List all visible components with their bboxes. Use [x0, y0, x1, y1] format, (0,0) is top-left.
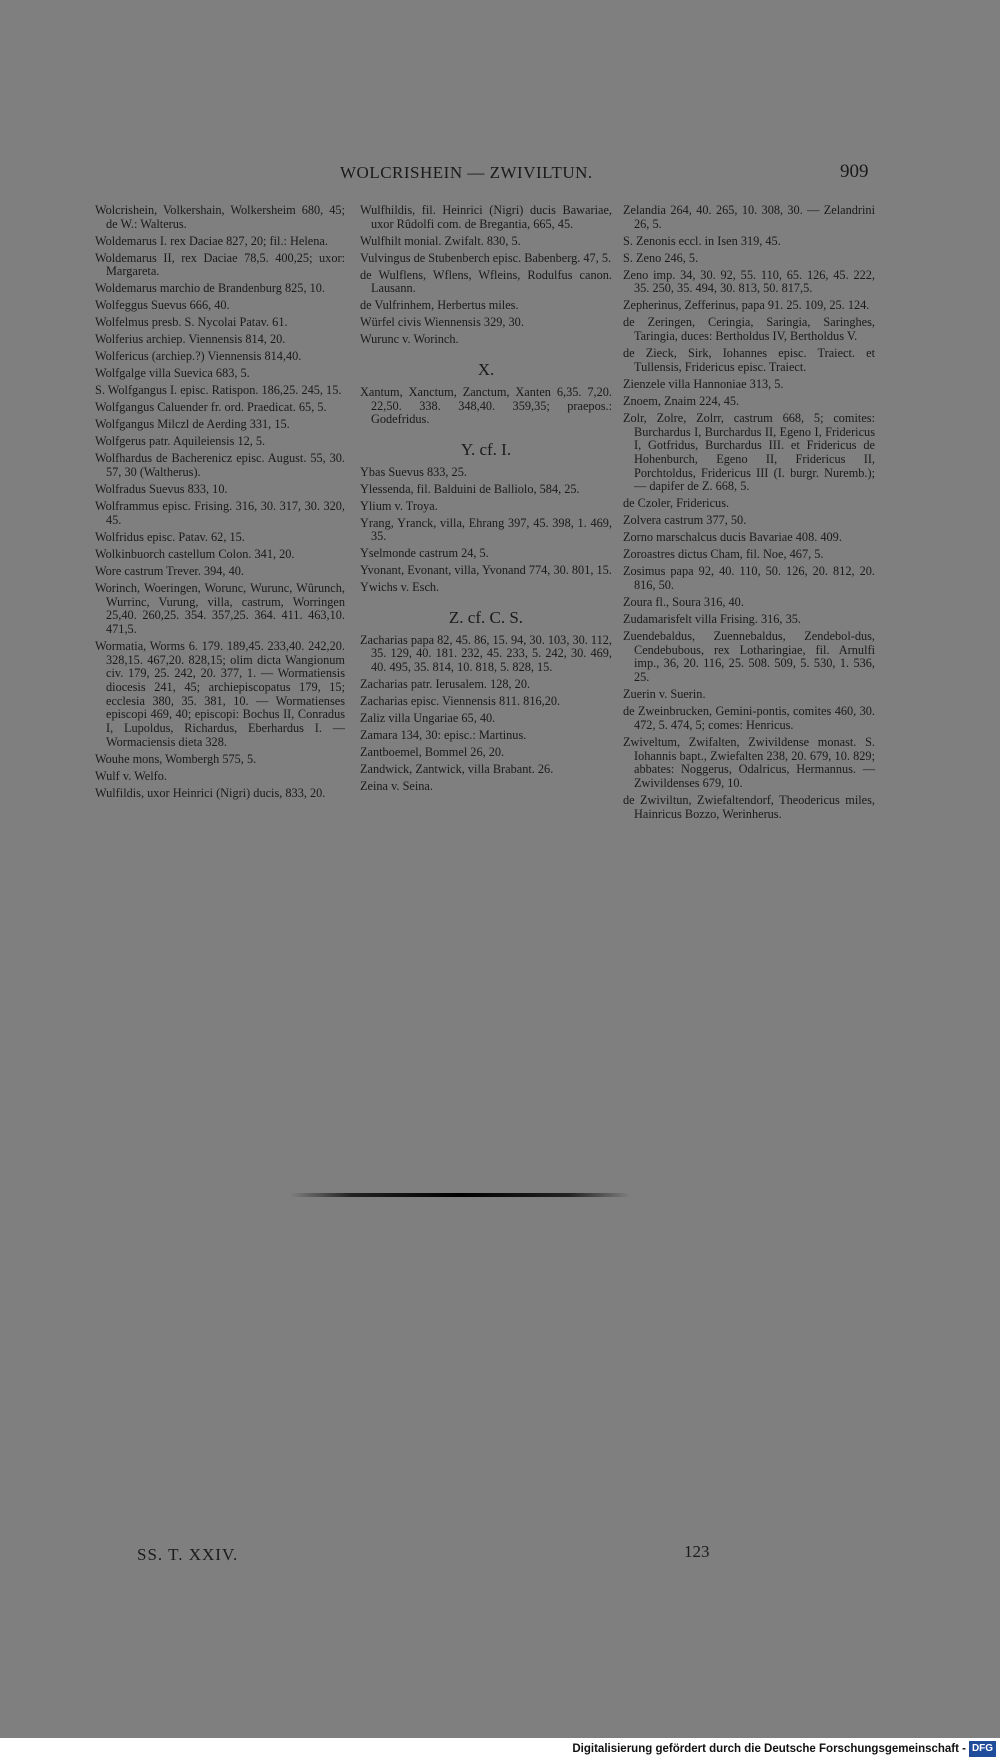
- index-entry: Zantboemel, Bommel 26, 20.: [360, 745, 505, 760]
- index-entry: Ywichs v. Esch.: [360, 580, 440, 595]
- index-entry: Zwiveltum, Zwifalten, Zwivildense monast. S. Iohannis bapt., Zwiefalten 238, 20. 679, 10. 829; abbates: Noggerus, Odalricus, Hermannus. — Zwivildenses 679, 10.: [623, 734, 875, 790]
- index-entry: Ylessenda, fil. Balduini de Balliolo, 584, 25.: [360, 481, 580, 496]
- index-entry: Wolfgerus patr. Aquileiensis 12, 5.: [95, 434, 266, 449]
- index-entry: Zolr, Zolre, Zolrr, castrum 668, 5; comites: Burchardus I, Burchardus II, Egeno I, Fridericus I, Gotfridus, Burchardus III. et Fridericus de Hohenburch, Egeno II, Fridericus II, Porchtoldus, Fridericus III (I. burgr. Nuremb.); — dapifer de Z. 668, 5.: [623, 410, 875, 494]
- index-entry: Wolfeggus Suevus 666, 40.: [95, 298, 230, 313]
- index-entry: Zolvera castrum 377, 50.: [623, 513, 747, 528]
- letter-section-heading: Z. cf. C. S.: [448, 608, 524, 628]
- index-entry: Wolfgalge villa Suevica 683, 5.: [95, 366, 250, 381]
- index-column-1: [95, 204, 345, 804]
- index-entry: Zaliz villa Ungariae 65, 40.: [360, 711, 496, 726]
- index-entry: Zacharias papa 82, 45. 86, 15. 94, 30. 103, 30. 112, 35. 129, 40. 181. 232, 45. 233, 5. 242, 30. 469, 40. 495, 35. 814, 10. 818, 5. 828, 15.: [360, 632, 612, 675]
- index-entry: S. Zenonis eccl. in Isen 319, 45.: [623, 233, 781, 248]
- index-entry: Zacharias episc. Viennensis 811. 816,20.: [360, 694, 561, 709]
- index-column-3: [623, 204, 875, 825]
- index-entry: Worinch, Woeringen, Worunc, Wurunc, Wûrunch, Wurrinc, Vurung, villa, castrum, Worringen 25,40. 260,25. 354. 357,25. 364. 411. 463,10. 471,5.: [95, 580, 345, 636]
- index-entry: Wolframmus episc. Frising. 316, 30. 317, 30. 320, 45.: [95, 499, 345, 527]
- index-entry: de Vulfrinhem, Herbertus miles.: [360, 298, 519, 313]
- index-column-2: [360, 204, 612, 797]
- index-entry: Woldemarus II, rex Daciae 78,5. 400,25; uxor: Margareta.: [95, 250, 345, 279]
- index-entry: Wolfgangus Milczl de Aerding 331, 15.: [95, 417, 290, 432]
- volume-signature: SS. T. XXIV.: [137, 1545, 239, 1564]
- digitization-footer: [0, 1738, 1000, 1761]
- index-entry: de Zieck, Sirk, Iohannes episc. Traiect. et Tullensis, Fridericus episc. Traiect.: [623, 346, 875, 374]
- index-entry: Zienzele villa Hannoniae 313, 5.: [623, 376, 784, 391]
- index-entry: de Czoler, Fridericus.: [623, 496, 730, 511]
- index-entry: Zacharias patr. Ierusalem. 128, 20.: [360, 677, 531, 692]
- funding-credit: Digitalisierung gefördert durch die Deutsche Forschungsgemeinschaft -: [572, 1743, 966, 1755]
- index-entry: Woldemarus I. rex Daciae 827, 20; fil.: Helena.: [95, 233, 328, 248]
- index-entry: Zudamarisfelt villa Frising. 316, 35.: [623, 612, 801, 627]
- index-entry: Xantum, Xanctum, Zanctum, Xanten 6,35. 7,20. 22,50. 338. 348,40. 359,35; praepos.: Godefridus.: [360, 384, 612, 427]
- index-entry: Wore castrum Trever. 394, 40.: [95, 563, 244, 578]
- index-entry: Wolfericus (archiep.?) Viennensis 814,40.: [95, 349, 302, 364]
- letter-section-heading: Y. cf. I.: [460, 439, 512, 459]
- letter-section-heading: X.: [477, 360, 495, 380]
- index-entry: Zelandia 264, 40. 265, 10. 308, 30. — Zelandrini 26, 5.: [623, 203, 875, 231]
- index-entry: Zoura fl., Soura 316, 40.: [623, 595, 744, 610]
- end-rule: [290, 1193, 630, 1197]
- index-entry: Zorno marschalcus ducis Bavariae 408. 409.: [623, 530, 842, 545]
- page-title: WOLCRISHEIN — ZWIVILTUN.: [340, 163, 593, 182]
- index-entry: Wulfhilt monial. Zwifalt. 830, 5.: [360, 233, 521, 248]
- index-entry: Wulf v. Welfo.: [95, 768, 167, 783]
- index-entry: Wulfildis, uxor Heinrici (Nigri) ducis, 833, 20.: [95, 785, 326, 800]
- index-entry: Zeno imp. 34, 30. 92, 55. 110, 65. 126, 45. 222, 35. 250, 35. 494, 30. 813, 50. 817,5.: [623, 267, 875, 296]
- index-entry: Zandwick, Zantwick, villa Brabant. 26.: [360, 762, 554, 777]
- index-entry: de Zwiviltun, Zwiefaltendorf, Theodericus miles, Hainricus Bozzo, Werinherus.: [623, 792, 875, 821]
- index-entry: Vulvingus de Stubenberch episc. Babenberg. 47, 5.: [360, 250, 612, 265]
- index-entry: Zoroastres dictus Cham, fil. Noe, 467, 5.: [623, 547, 824, 562]
- index-entry: Yselmonde castrum 24, 5.: [360, 546, 489, 561]
- index-entry: de Zeringen, Ceringia, Saringia, Saringhes, Taringia, duces: Bertholdus IV, Bertholdus V.: [623, 315, 875, 344]
- index-entry: Zuendebaldus, Zuennebaldus, Zendebol-dus, Cendebubous, rex Lotharingiae, fil. Arnulfi imp., 36, 20. 116, 25. 508. 509, 5. 530, 1. 536, 25.: [623, 629, 875, 685]
- index-entry: S. Wolfgangus I. episc. Ratispon. 186,25. 245, 15.: [95, 383, 342, 398]
- index-entry: Zuerin v. Suerin.: [623, 687, 706, 702]
- dfg-logo: DFG: [969, 1741, 996, 1757]
- index-entry: Wouhe mons, Wombergh 575, 5.: [95, 751, 257, 766]
- index-entry: de Wulflens, Wflens, Wfleins, Rodulfus canon. Lausann.: [360, 267, 612, 296]
- index-entry: Wolferius archiep. Viennensis 814, 20.: [95, 332, 286, 347]
- index-entry: Wurunc v. Worinch.: [360, 332, 459, 347]
- index-entry: Wolfridus episc. Patav. 62, 15.: [95, 529, 245, 544]
- index-entry: Zeina v. Seina.: [360, 779, 433, 794]
- index-entry: Wormatia, Worms 6. 179. 189,45. 233,40. 242,20. 328,15. 467,20. 828,15; olim dicta Wangionum civ. 179, 25. 242, 20. 377, 1. — Wormatiensis diocesis 241, 45; archiepiscopatus 179, 15; ecclesia 380, 35. 381, 10. — Wormatienses episcopi 469, 40; episcopi: Bochus II, Conradus I, Lupoldus, Richardus, Eberhardus I. — Wormaciensis dieta 328.: [95, 638, 345, 749]
- index-entry: Wolfelmus presb. S. Nycolai Patav. 61.: [95, 315, 288, 330]
- index-entry: Yvonant, Evonant, villa, Yvonand 774, 30. 801, 15.: [360, 563, 612, 578]
- index-entry: Würfel civis Wiennensis 329, 30.: [360, 315, 524, 330]
- index-entry: Zepherinus, Zefferinus, papa 91. 25. 109, 25. 124.: [623, 298, 870, 313]
- running-head: [0, 161, 1000, 187]
- index-entry: Woldemarus marchio de Brandenburg 825, 10.: [95, 281, 325, 296]
- page-number: 909: [840, 161, 869, 182]
- index-entry: Ylium v. Troya.: [360, 498, 438, 513]
- index-entry: S. Zeno 246, 5.: [623, 250, 699, 265]
- index-entry: Wolcrishein, Volkershain, Wolkersheim 680, 45; de W.: Walterus.: [95, 203, 345, 231]
- index-entry: Wolfgangus Caluender fr. ord. Praedicat. 65, 5.: [95, 400, 327, 415]
- index-entry: de Zweinbrucken, Gemini-pontis, comites 460, 30. 472, 5. 474, 5; comes: Henricus.: [623, 704, 875, 732]
- index-entry: Wolfhardus de Bacherenicz episc. August. 55, 30. 57, 30 (Waltherus).: [95, 451, 345, 480]
- index-entry: Yrang, Yranck, villa, Ehrang 397, 45. 398, 1. 469, 35.: [360, 515, 612, 544]
- index-entry: Zosimus papa 92, 40. 110, 50. 126, 20. 812, 20. 816, 50.: [623, 564, 875, 593]
- index-entry: Znoem, Znaim 224, 45.: [623, 393, 740, 408]
- index-entry: Ybas Suevus 833, 25.: [360, 464, 467, 479]
- index-entry: Wulfhildis, fil. Heinrici (Nigri) ducis Bawariae, uxor Rûdolfi com. de Bregantia, 665, 45.: [360, 203, 612, 231]
- index-entry: Zamara 134, 30: episc.: Martinus.: [360, 728, 527, 743]
- index-entry: Wolfradus Suevus 833, 10.: [95, 482, 228, 497]
- sheet-number: 123: [684, 1542, 710, 1561]
- index-entry: Wolkinbuorch castellum Colon. 341, 20.: [95, 546, 295, 561]
